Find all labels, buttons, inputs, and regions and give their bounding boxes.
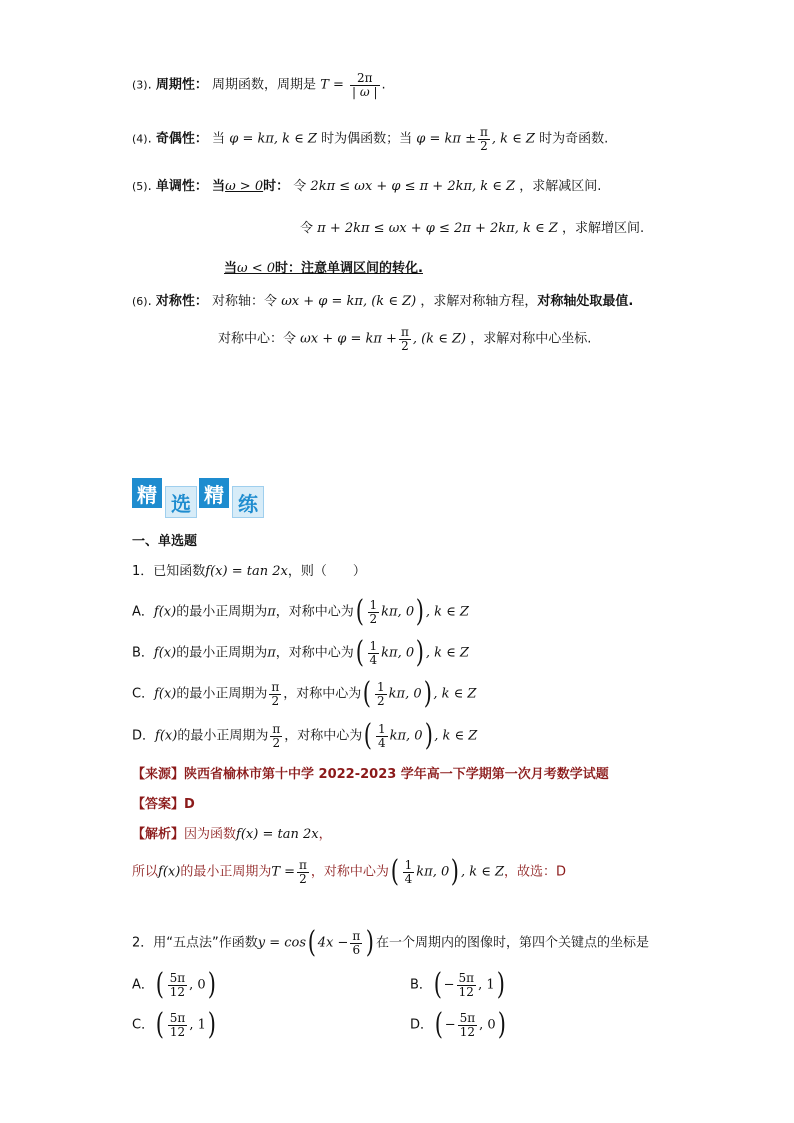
section-logo <box>132 478 266 518</box>
option-c[interactable]: C．f(x)的最小正周期为 $\frac{\pi}{2}$ ，对称中心为( $\frac{1}{2}$ kπ, 0) , k ∈ Z <box>132 676 477 711</box>
period-fraction: $\frac{2\pi}{| \omega |}$ <box>352 71 378 99</box>
question-source: 【来源】陕西省榆林市第十中学 2022-2023 学年高一下学期第一次月考数学试题 <box>132 767 609 782</box>
section-title: 一、单选题 <box>132 534 198 549</box>
question-answer: 【答案】D <box>132 797 195 812</box>
analysis-conclusion: 所以f(x)的最小正周期为T = $\frac{\pi}{2}$ ，对称中心为( $\frac{1}{4}$ kπ, 0) , k ∈ Z，故选：D <box>132 854 567 889</box>
property-label: 奇偶性 <box>155 131 195 147</box>
symmetry-center-line: 对称中心：令 ωx + φ = kπ + $\frac{\pi}{2}$ , (k ∈ Z) ，求解对称中心坐标. <box>218 325 592 353</box>
q2-option-a[interactable]: A．( $\frac{5\pi}{12}$ , 0) <box>132 967 216 1002</box>
property-monotonicity: (5). 单调性： 当ω > 0时： 令 2kπ ≤ ωx + φ ≤ π + 2kπ, k ∈ Z ，求解减区间. <box>132 179 602 194</box>
q2-option-c[interactable]: C．( $\frac{5\pi}{12}$ , 1) <box>132 1007 216 1042</box>
option-d[interactable]: D．f(x)的最小正周期为 $\frac{\pi}{2}$ ，对称中心为( $\frac{1}{4}$ kπ, 0) , k ∈ Z <box>132 718 478 753</box>
q2-option-b[interactable]: B．( − $\frac{5\pi}{12}$ , 1) <box>410 967 505 1002</box>
logo-char: 精 <box>199 478 229 508</box>
property-label: 对称性 <box>155 294 195 309</box>
option-a[interactable]: A．f(x)的最小正周期为π，对称中心为( $\frac{1}{2}$ kπ, 0) , k ∈ Z <box>132 594 469 629</box>
q2-option-d[interactable]: D．( − $\frac{5\pi}{12}$ , 0) <box>410 1007 506 1042</box>
logo-char: 选 <box>165 486 197 518</box>
logo-char: 练 <box>232 486 264 518</box>
question-1-stem: 1．已知函数f(x) = tan 2x，则（ ） <box>132 564 366 579</box>
question-analysis: 【解析】因为函数f(x) = tan 2x， <box>132 827 332 842</box>
half-pi-fraction: $\frac{\pi}{2}$ <box>400 325 409 353</box>
half-pi-fraction: $\frac{\pi}{2}$ <box>479 125 488 153</box>
property-label: 单调性 <box>155 179 195 194</box>
item-number: (3) <box>132 78 148 92</box>
property-parity: (4). 奇偶性： 当 φ = kπ, k ∈ Z 时为偶函数；当 φ = kπ ± $\frac{\pi}{2}$ , k ∈ Z 时为奇函数. <box>132 125 609 153</box>
monotonicity-increase-line: 令 π + 2kπ ≤ ωx + φ ≤ 2π + 2kπ, k ∈ Z ，求解增区间. <box>300 221 645 236</box>
property-periodicity: (3). 周期性： 周期函数，周期是 T = $\frac{2\pi}{| \omega |}$ . <box>132 71 386 99</box>
question-2-stem: 2．用“五点法”作函数y = cos( 4x − $\frac{\pi}{6}$ ) 在一个周期内的图像时，第四个关键点的坐标是 <box>132 925 650 960</box>
property-symmetry: (6). 对称性： 对称轴：令 ωx + φ = kπ, (k ∈ Z) ，求解对称轴方程，对称轴处取最值. <box>132 294 634 309</box>
property-label: 周期性 <box>155 77 195 93</box>
monotonicity-note: 当ω < 0时：注意单调区间的转化. <box>224 261 423 276</box>
logo-char: 精 <box>132 478 162 508</box>
option-b[interactable]: B．f(x)的最小正周期为π，对称中心为( $\frac{1}{4}$ kπ, 0) , k ∈ Z <box>132 635 469 670</box>
